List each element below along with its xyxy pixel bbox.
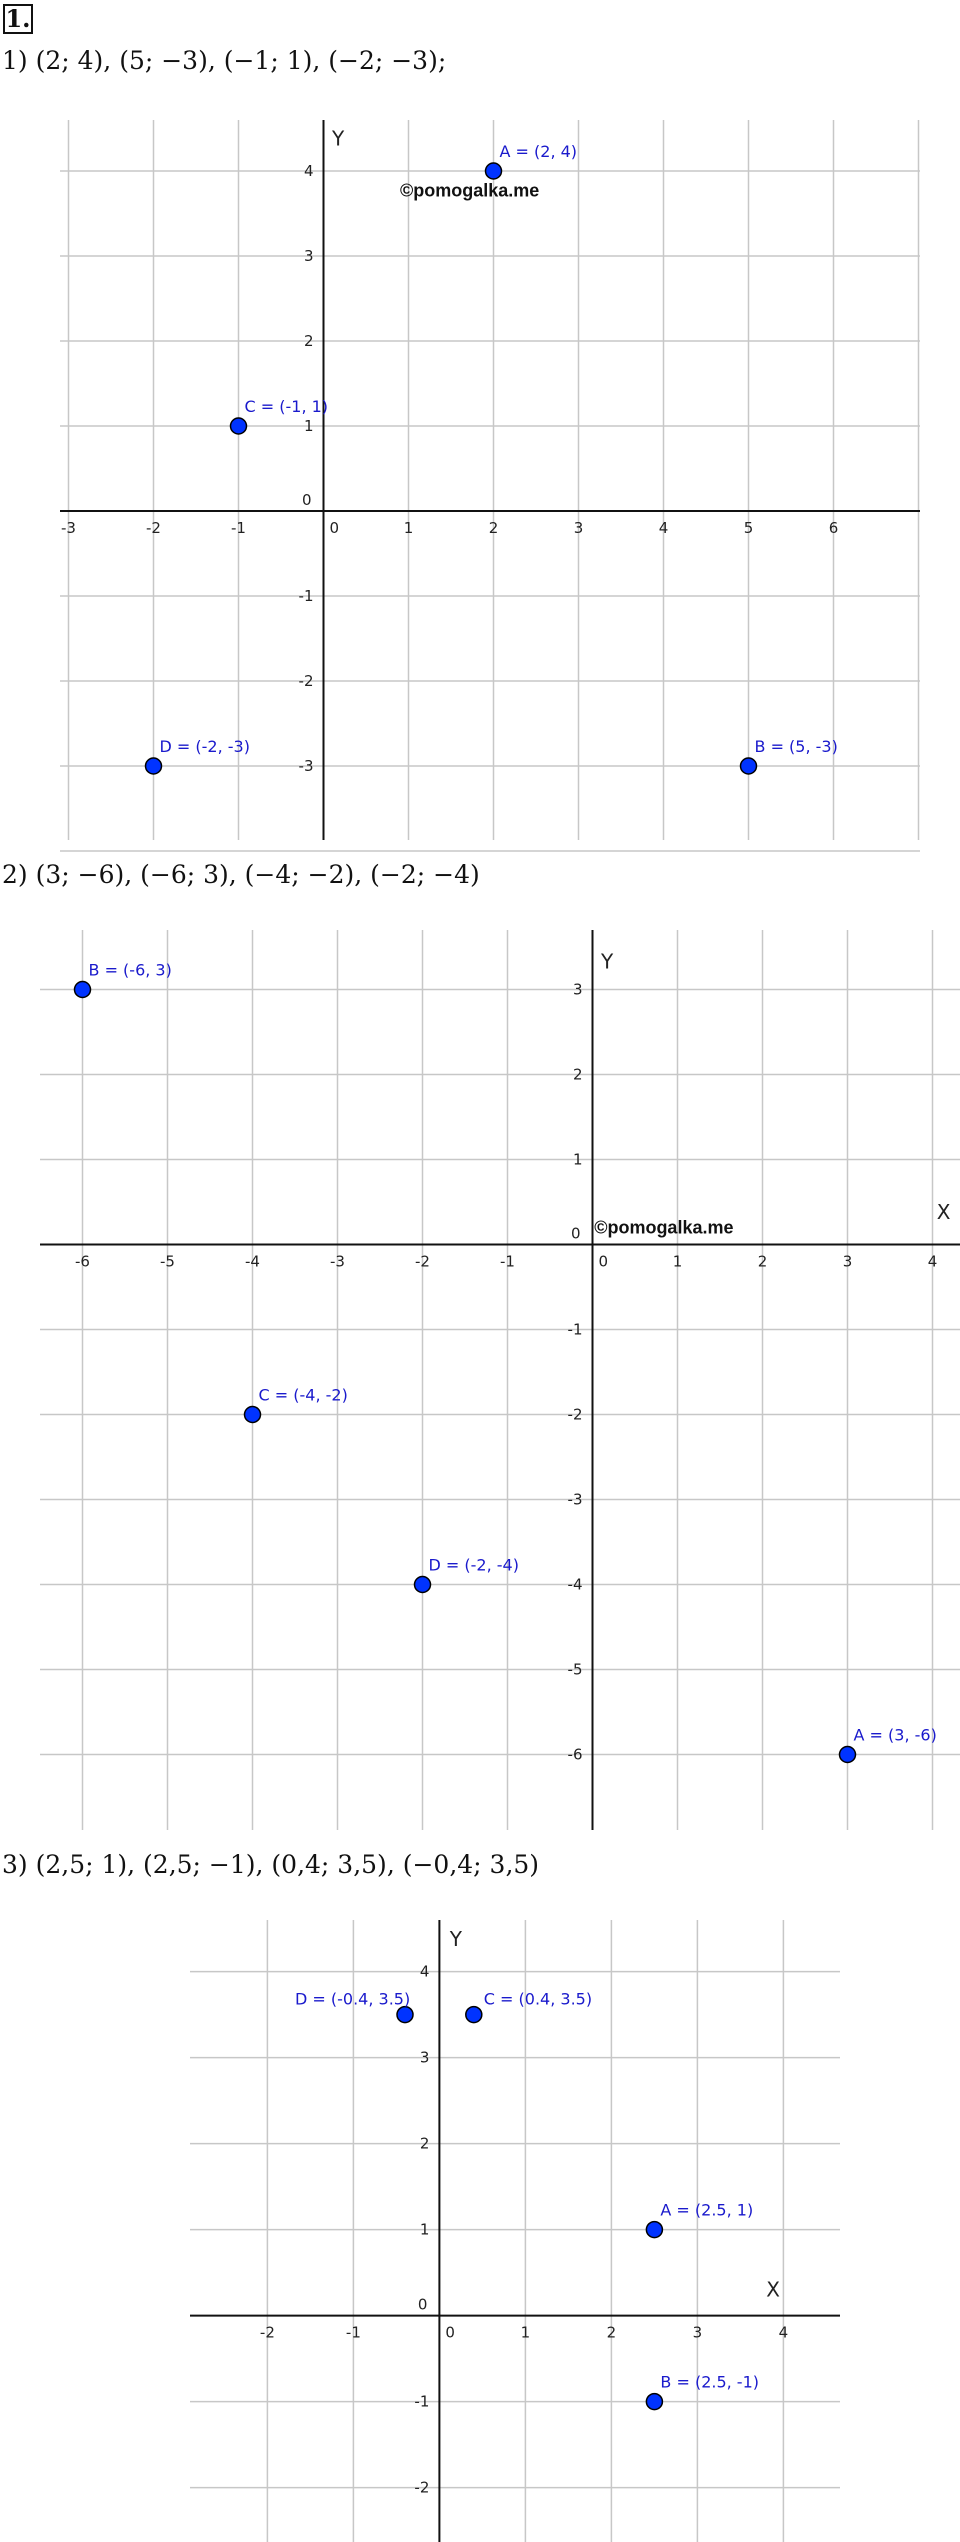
point-label-a: A = (2, 4) [499,142,578,161]
x-tick-label: -2 [415,1252,430,1271]
point-b [741,758,757,774]
y-tick-label: -1 [567,1320,583,1339]
y-tick-label: 3 [303,247,314,265]
x-tick-label: 3 [692,2323,703,2342]
y-tick-label: 1 [572,1150,583,1169]
point-label-b: B = (2.5, -1) [660,2372,760,2392]
x-tick-label: -6 [75,1252,90,1271]
x-tick-label: 2 [606,2323,617,2342]
y-tick-label: -1 [298,587,314,605]
coordinate-plane-3 [190,1920,840,2542]
x-tick-label: -3 [330,1252,345,1271]
point-d [146,758,162,774]
point-label-d: D = (-0.4, 3.5) [295,1989,411,2009]
y-tick-label: -4 [567,1575,583,1594]
y-tick-label: 3 [419,2048,430,2067]
x-tick-label: 3 [573,519,584,537]
x-tick-label: 0 [329,519,340,537]
point-a [486,163,502,179]
point-c [231,418,247,434]
y-axis-name: Y [601,949,614,974]
x-tick-label: -2 [259,2323,275,2342]
problem-1-statement: 1) (2; 4), (5; −3), (−1; 1), (−2; −3); [2,46,447,75]
point-label-c: C = (-1, 1) [244,397,329,416]
point-label-a: A = (3, -6) [853,1725,937,1745]
watermark: ©pomogalka.me [594,1217,734,1238]
y-tick-label: 0 [417,2295,428,2314]
point-d [415,1577,431,1593]
point-b [646,2394,662,2410]
point-label-c: C = (0.4, 3.5) [483,1989,593,2009]
point-c [466,2007,482,2023]
x-tick-label: -5 [160,1252,175,1271]
watermark: ©pomogalka.me [400,180,540,201]
coordinate-plane-2 [40,930,960,1830]
x-tick-label: 2 [488,519,499,537]
x-tick-label: 0 [598,1252,609,1271]
x-tick-label: 2 [757,1252,768,1271]
task-number: 1. [3,4,33,34]
x-tick-label: 5 [743,519,754,537]
x-tick-label: 3 [842,1252,853,1271]
point-label-c: C = (-4, -2) [258,1385,348,1405]
point-b [75,982,91,998]
point-label-a: A = (2.5, 1) [660,2200,754,2220]
y-tick-label: -2 [298,672,314,690]
x-tick-label: -4 [245,1252,260,1271]
y-tick-label: -5 [567,1660,583,1679]
point-c [245,1407,261,1423]
y-tick-label: -3 [298,757,314,775]
y-tick-label: -1 [414,2392,430,2411]
x-tick-label: -1 [500,1252,515,1271]
y-tick-label: 2 [572,1065,583,1084]
y-tick-label: -2 [414,2478,430,2497]
x-tick-label: 4 [927,1252,938,1271]
y-tick-label: -2 [567,1405,583,1424]
y-tick-label: 0 [570,1224,581,1243]
y-tick-label: 4 [419,1962,430,1981]
x-tick-label: -3 [61,519,76,537]
y-tick-label: 1 [419,2220,430,2239]
x-tick-label: -1 [231,519,246,537]
point-label-b: B = (5, -3) [754,737,838,756]
x-tick-label: -2 [146,519,161,537]
y-tick-label: -3 [567,1490,583,1509]
problem-3-statement: 3) (2,5; 1), (2,5; −1), (0,4; 3,5), (−0,4; 3,5) [2,1850,540,1879]
point-a [646,2222,662,2238]
point-label-d: D = (-2, -3) [159,737,250,756]
y-tick-label: 1 [303,417,314,435]
point-label-d: D = (-2, -4) [428,1555,519,1575]
x-axis-name: X [936,1200,951,1224]
x-tick-label: 1 [520,2323,531,2342]
point-a [840,1747,856,1763]
x-axis-name: X [766,2277,780,2302]
x-tick-label: 6 [828,519,839,537]
y-axis-name: Y [332,126,345,151]
y-tick-label: -6 [567,1745,583,1764]
x-tick-label: 0 [445,2323,455,2342]
y-tick-label: 4 [303,162,314,180]
y-tick-label: 2 [419,2134,430,2153]
x-tick-label: -1 [345,2323,361,2342]
y-axis-name: Y [449,1926,462,1951]
x-tick-label: 1 [403,519,414,537]
x-tick-label: 1 [672,1252,683,1271]
point-label-b: B = (-6, 3) [88,960,172,980]
y-tick-label: 3 [572,980,583,999]
coordinate-plane-1 [60,120,920,840]
y-tick-label: 0 [301,491,312,509]
problem-2-statement: 2) (3; −6), (−6; 3), (−4; −2), (−2; −4) [2,860,480,889]
point-d [397,2007,413,2023]
y-tick-label: 2 [303,332,314,350]
x-tick-label: 4 [778,2323,789,2342]
x-tick-label: 4 [658,519,669,537]
